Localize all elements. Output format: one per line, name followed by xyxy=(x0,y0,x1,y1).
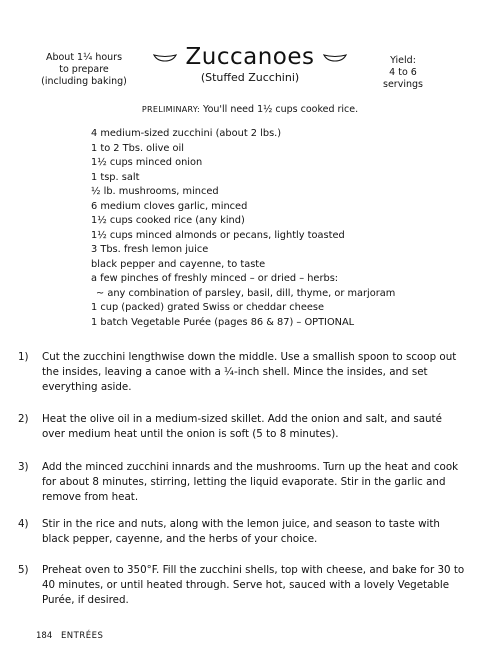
yield-line: 4 to 6 xyxy=(389,67,417,78)
ingredient-item: 1½ cups cooked rice (any kind) xyxy=(91,215,245,226)
page-footer xyxy=(36,631,103,641)
prep-time-line: About 1¼ hours xyxy=(45,52,123,63)
prep-time-line: to prepare xyxy=(59,64,109,75)
step-text: Preheat oven to 350°F. Fill the zucchini shells, top with cheese, and bake for 30 to 40 minutes, or until heated through. Serve hot, sauced with a lovely Vegetable Purée, if desired. xyxy=(42,564,465,606)
recipe-title: Zuccanoes xyxy=(185,44,315,70)
yield-line: servings xyxy=(383,79,423,90)
step-3 xyxy=(18,460,468,505)
step-text: Stir in the rice and nuts, along with the lemon juice, and season to taste with black pepper, cayenne, and the herbs of your choice. xyxy=(42,518,440,545)
step-text: Heat the olive oil in a medium-sized skillet. Add the onion and salt, and sauté over medium heat until the onion is soft (5 to 8 minutes). xyxy=(42,413,442,440)
step-2 xyxy=(18,412,468,442)
prep-time-line: (including baking) xyxy=(41,76,127,87)
ingredient-item: 1 batch Vegetable Purée (pages 86 & 87) – OPTIONAL xyxy=(91,316,355,328)
title-row xyxy=(150,44,350,70)
page-number: 184 xyxy=(36,631,53,641)
step-number: 4) xyxy=(18,518,29,530)
step-number: 3) xyxy=(18,461,29,473)
step-text: Cut the zucchini lengthwise down the middle. Use a smallish spoon to scoop out the insides, leaving a canoe with a ¼-inch shell. Mince the insides, and set everything aside. xyxy=(42,351,457,393)
step-4 xyxy=(18,517,468,547)
ingredient-item: a few pinches of freshly minced – or dried – herbs: xyxy=(91,273,339,284)
preliminary-label: PRELIMINARY: xyxy=(141,105,200,114)
recipe-subtitle: (Stuffed Zucchini) xyxy=(200,71,300,84)
step-number: 2) xyxy=(18,413,29,425)
yield-line: Yield: xyxy=(390,55,416,66)
section-name: ENTRÉES xyxy=(60,631,104,641)
step-5 xyxy=(18,563,468,608)
ingredient-item: 1 tsp. salt xyxy=(91,171,140,183)
preliminary-text: You'll need 1½ cups cooked rice. xyxy=(203,104,359,115)
zucchini-canoe-icon xyxy=(153,52,177,62)
step-text: Add the minced zucchini innards and the mushrooms. Turn up the heat and cook for about 8 minutes, stirring, letting the liquid evaporate. Stir in the garlic and remove from heat. xyxy=(42,461,459,503)
ingredient-item: ~ any combination of parsley, basil, dill, thyme, or marjoram xyxy=(96,287,396,299)
ingredient-item: 4 medium-sized zucchini (about 2 lbs.) xyxy=(91,128,282,139)
preliminary-note xyxy=(100,104,400,115)
zucchini-canoe-icon xyxy=(323,52,347,62)
step-1 xyxy=(18,350,468,395)
ingredient-item: ½ lb. mushrooms, minced xyxy=(91,186,219,197)
prep-time xyxy=(34,52,134,88)
ingredient-list xyxy=(91,127,431,330)
ingredient-item: 1 to 2 Tbs. olive oil xyxy=(91,142,184,154)
ingredient-item: 6 medium cloves garlic, minced xyxy=(91,200,248,212)
ingredient-item: black pepper and cayenne, to taste xyxy=(91,258,266,270)
yield xyxy=(368,55,438,91)
title-block xyxy=(150,44,350,84)
ingredient-item: 1 cup (packed) grated Swiss or cheddar cheese xyxy=(91,302,325,313)
step-number: 1) xyxy=(18,351,29,363)
step-number: 5) xyxy=(18,564,29,576)
ingredient-item: 1½ cups minced almonds or pecans, lightly toasted xyxy=(91,229,345,241)
ingredient-item: 1½ cups minced onion xyxy=(91,157,203,168)
ingredient-item: 3 Tbs. fresh lemon juice xyxy=(91,244,209,255)
